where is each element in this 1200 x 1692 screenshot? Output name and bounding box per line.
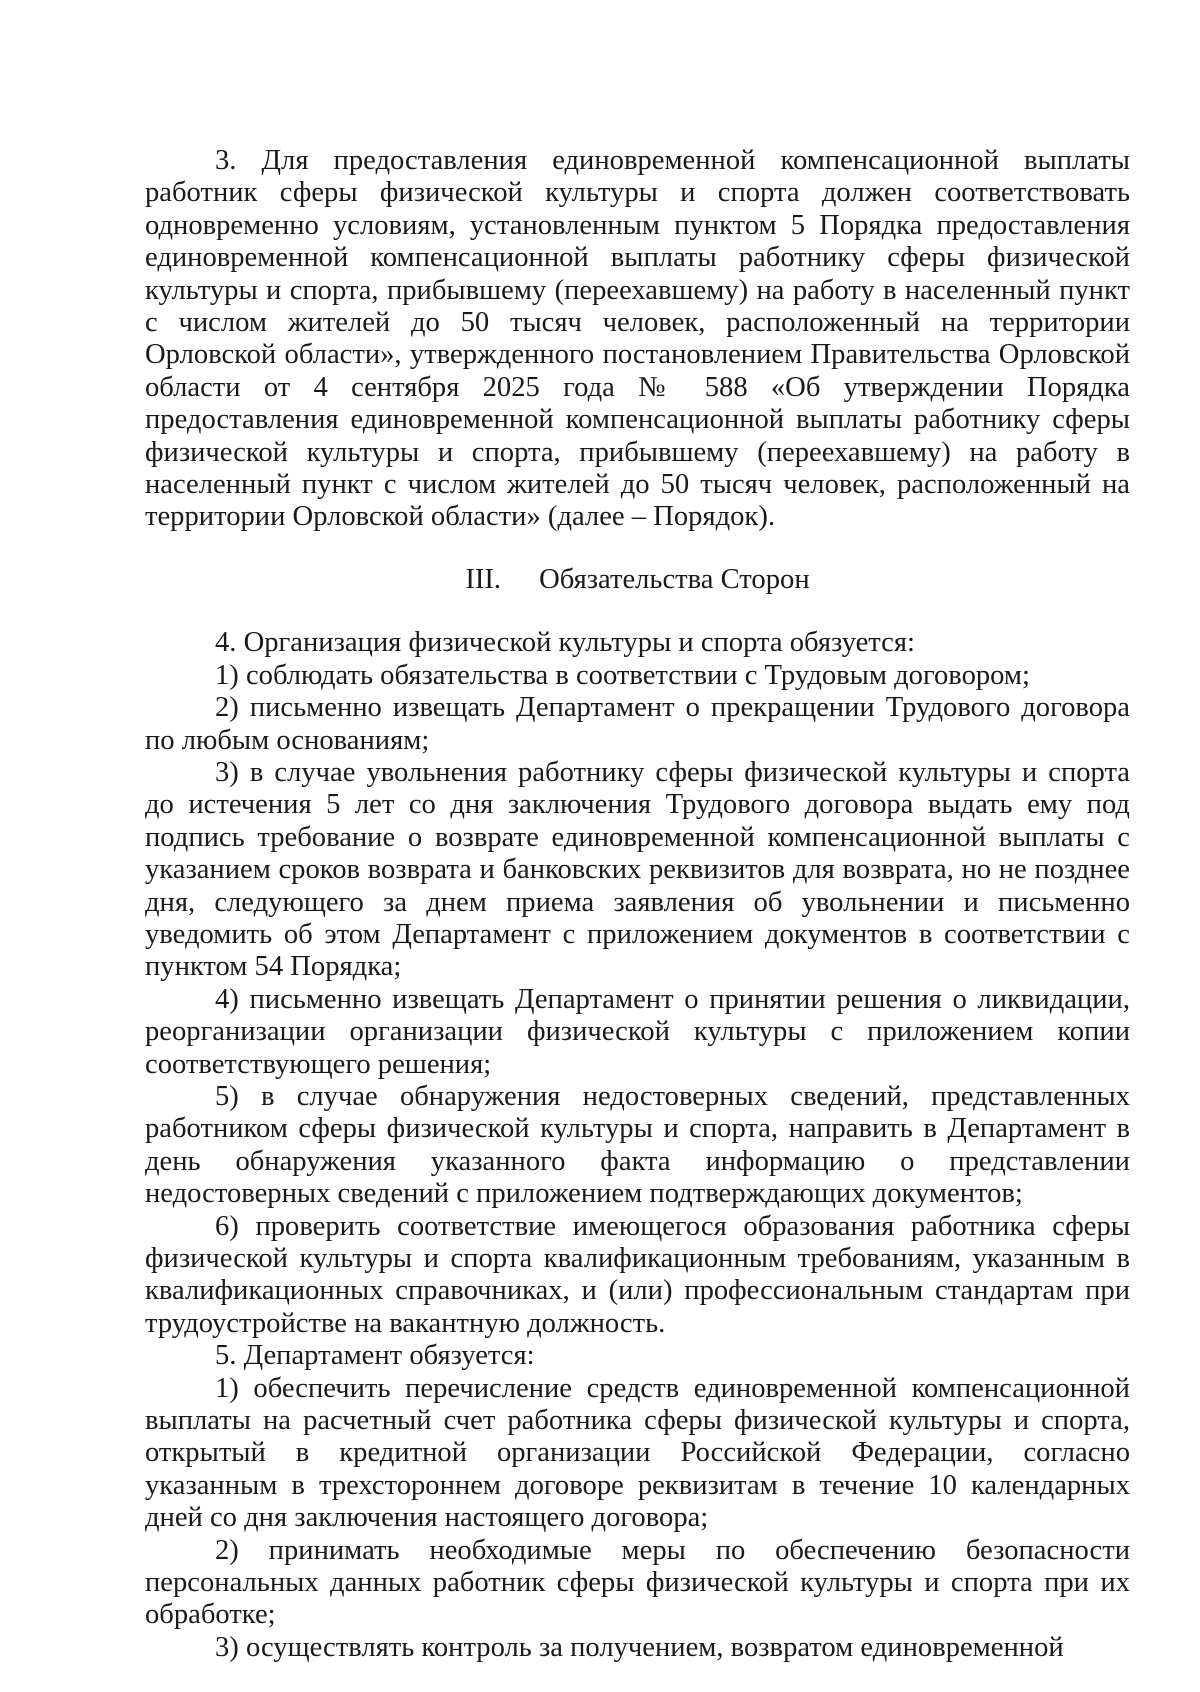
paragraph-4-intro: 4. Организация физической культуры и спорта обязуется: [215, 627, 915, 659]
paragraph-3: 3. Для предоставления единовременной компенсационной выплаты работник сферы физической культуры и спорта должен соответствовать одновременно условиям, установленным пунктом 5 Порядка предоставления единовременной компенсационной выплаты работнику сферы физической культуры и спорта, прибывшему (переехавшему) на работу в населенный пункт с числом жителей до 50 тысяч человек, расположенный на территории Орловской области», утвержденного постановлением Правительства Орловской области от 4 сентября 2025 года № 588 «Об утверждении Порядка предоставления единовременной компенсационной выплаты работнику сферы физической культуры и спорта, прибывшему (переехавшему) на работу в населенный пункт с числом жителей до 50 тысяч человек, расположенный на территории Орловской области» (далее – Порядок). [145, 145, 1130, 533]
paragraph-5-intro: 5. Департамент обязуется: [215, 1340, 535, 1372]
paragraph-4-item-4: 4) письменно извещать Департамент о принятии решения о ликвидации, реорганизации организации физической культуры с приложением копии соответствующего решения; [145, 983, 1130, 1080]
paragraph-4-item-5: 5) в случае обнаружения недостоверных сведений, представленных работником сферы физической культуры и спорта, направить в Департамент в день обнаружения указанного факта информацию о представлении недостоверных сведений с приложением подтверждающих документов; [145, 1080, 1130, 1210]
paragraph-5-item-1: 1) обеспечить перечисление средств единовременной компенсационной выплаты на расчетный счет работника сферы физической культуры и спорта, открытый в кредитной организации Российской Федерации, согласно указанным в трехстороннем договоре реквизитам в течение 10 календарных дней со дня заключения настоящего договора; [145, 1372, 1130, 1534]
paragraph-4-item-3: 3) в случае увольнения работнику сферы физической культуры и спорта до истечения 5 лет со дня заключения Трудового договора выдать ему под подпись требование о возврате единовременной компенсационной выплаты с указанием сроков возврата и банковских реквизитов для возврата, но не позднее дня, следующего за днем приема заявления об увольнении и письменно уведомить об этом Департамент с приложением документов в соответствии с пунктом 54 Порядка; [145, 756, 1130, 983]
paragraph-4-item-2: 2) письменно извещать Департамент о прекращении Трудового договора по любым основаниям; [145, 692, 1130, 756]
document-page [145, 145, 1130, 1664]
paragraph-4-item-6: 6) проверить соответствие имеющегося образования работника сферы физической культуры и спорта квалификационным требованиям, указанным в квалификационных справочниках, и (или) профессиональным стандартам при трудоустройстве на вакантную должность. [145, 1210, 1130, 1339]
paragraph-5-item-3: 3) осуществлять контроль за получением, возвратом единовременной [215, 1631, 1064, 1663]
section-title: Обязательства Сторон [539, 563, 810, 595]
paragraph-4-item-1: 1) соблюдать обязательства в соответствии с Трудовым договором; [215, 659, 1030, 691]
paragraph-5-item-2: 2) принимать необходимые меры по обеспечению безопасности персональных данных работник сферы физической культуры и спорта при их обработке; [145, 1534, 1130, 1631]
section-heading [145, 564, 1130, 596]
section-number: III. [465, 563, 502, 595]
